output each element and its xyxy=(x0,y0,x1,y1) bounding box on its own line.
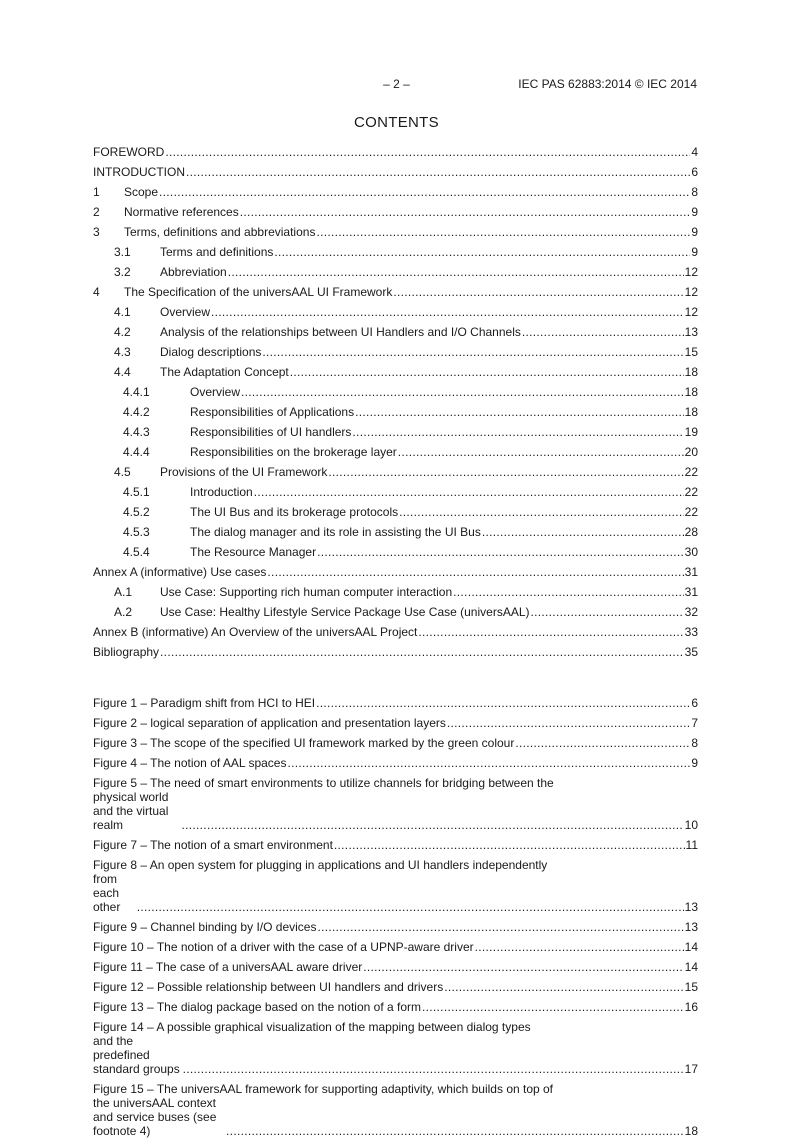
toc-entry[interactable] xyxy=(93,385,698,399)
figure-caption: Figure 10 – The notion of a driver with the case of a UPNP-aware driver xyxy=(93,940,474,954)
toc-entry-page: 22 xyxy=(684,505,698,519)
leader-dots xyxy=(160,645,684,659)
toc-entry-page: 19 xyxy=(684,425,698,439)
leader-dots xyxy=(418,625,683,639)
toc-entry[interactable] xyxy=(93,345,698,359)
leader-dots xyxy=(274,245,690,259)
toc-entry-number: 4.5.2 xyxy=(123,505,150,519)
toc-entry-page: 9 xyxy=(691,245,698,259)
figure-caption: Figure 8 – An open system for plugging in applications and UI handlers independently xyxy=(93,858,548,872)
toc-entry[interactable] xyxy=(93,485,698,499)
toc-entry-number: 4.5.1 xyxy=(123,485,150,499)
toc-entry-number: 3.1 xyxy=(114,245,131,259)
toc-entry-title: Analysis of the relationships between UI Handlers and I/O Channels xyxy=(160,325,521,339)
toc-entry[interactable] xyxy=(93,625,698,639)
figure-caption: Figure 13 – The dialog package based on the notion of a form xyxy=(93,1000,422,1014)
figure-caption: Figure 11 – The case of a universAAL aware driver xyxy=(93,960,363,974)
figure-page: 11 xyxy=(685,838,698,852)
page-title: CONTENTS xyxy=(354,114,439,131)
toc-entry-title: The dialog manager and its role in assisting the UI Bus xyxy=(190,525,481,539)
figure-entry[interactable] xyxy=(93,1082,698,1138)
toc-entry[interactable] xyxy=(93,585,698,599)
figure-entry[interactable] xyxy=(93,756,698,770)
toc-entry[interactable] xyxy=(93,165,698,179)
leader-dots xyxy=(355,405,684,419)
toc-entry[interactable] xyxy=(93,445,698,459)
leader-dots xyxy=(183,1062,684,1076)
figure-page: 18 xyxy=(684,1124,698,1138)
leader-dots xyxy=(159,185,690,199)
leader-dots xyxy=(254,485,684,499)
figure-caption: Figure 4 – The notion of AAL spaces xyxy=(93,756,287,770)
leader-dots xyxy=(290,365,684,379)
figure-page: 15 xyxy=(684,980,698,994)
toc-entry[interactable] xyxy=(93,565,698,579)
toc-entry[interactable] xyxy=(93,545,698,559)
page-header xyxy=(0,77,793,93)
figure-page: 14 xyxy=(684,960,698,974)
toc-entry[interactable] xyxy=(93,245,698,259)
toc-entry-page: 18 xyxy=(684,365,698,379)
toc-entry-title: Use Case: Supporting rich human computer interaction xyxy=(160,585,453,599)
figure-caption: Figure 9 – Channel binding by I/O devices xyxy=(93,920,317,934)
toc-entry-title: Abbreviation xyxy=(160,265,227,279)
toc-entry-title: INTRODUCTION xyxy=(93,165,185,179)
figure-caption: Figure 5 – The need of smart environments to utilize channels for bridging between the xyxy=(93,776,554,790)
toc-entry-title: FOREWORD xyxy=(93,145,165,159)
toc-entry-title: Use Case: Healthy Lifestyle Service Package Use Case (universAAL) xyxy=(160,605,530,619)
toc-entry-title: The UI Bus and its brokerage protocols xyxy=(190,505,399,519)
figure-caption: Figure 12 – Possible relationship between UI handlers and drivers xyxy=(93,980,444,994)
toc-entry-number: 3.2 xyxy=(114,265,131,279)
leader-dots xyxy=(317,545,684,559)
toc-entry-number: 2 xyxy=(93,205,100,219)
leader-dots xyxy=(228,265,684,279)
toc-entry-number: 4.5.4 xyxy=(123,545,150,559)
toc-entry-title: The Resource Manager xyxy=(190,545,317,559)
leader-dots xyxy=(287,756,690,770)
toc-entry[interactable] xyxy=(93,325,698,339)
leader-dots xyxy=(165,145,690,159)
toc-entry[interactable] xyxy=(93,505,698,519)
figure-caption: Figure 2 – logical separation of application and presentation layers xyxy=(93,716,446,730)
toc-entry[interactable] xyxy=(93,425,698,439)
figure-entry[interactable] xyxy=(93,716,698,730)
toc-entry-title: Responsibilities on the brokerage layer xyxy=(190,445,397,459)
figure-entry[interactable] xyxy=(93,696,698,710)
toc-entry-title: Responsibilities of Applications xyxy=(190,405,355,419)
figure-caption-continued: and the predefined standard groups xyxy=(93,1034,180,1076)
figure-entry[interactable] xyxy=(93,1000,698,1014)
figure-page: 17 xyxy=(684,1062,698,1076)
leader-dots xyxy=(447,716,690,730)
toc-entry-number: 4.5.3 xyxy=(123,525,150,539)
toc-entry-page: 31 xyxy=(684,565,698,579)
figure-caption: Figure 1 – Paradigm shift from HCI to HEI xyxy=(93,696,316,710)
leader-dots xyxy=(137,900,684,914)
toc-entry[interactable] xyxy=(93,185,698,199)
toc-entry-title: Introduction xyxy=(190,485,253,499)
toc-entry-number: 4.4.4 xyxy=(123,445,150,459)
figure-entry[interactable] xyxy=(93,1020,698,1076)
toc-entry-number: 4.4.2 xyxy=(123,405,150,419)
toc-entry[interactable] xyxy=(93,285,698,299)
toc-entry[interactable] xyxy=(93,205,698,219)
figure-entry[interactable] xyxy=(93,776,698,832)
figure-entry[interactable] xyxy=(93,736,698,750)
leader-dots xyxy=(262,345,683,359)
toc-entry-number: A.1 xyxy=(114,585,133,599)
leader-dots xyxy=(241,385,684,399)
figure-caption-continued: the universAAL context and service buses (see footnote 4) xyxy=(93,1096,217,1138)
leader-dots xyxy=(398,445,684,459)
leader-dots xyxy=(316,696,690,710)
figure-page: 13 xyxy=(684,900,698,914)
figure-entry[interactable] xyxy=(93,920,698,934)
leader-dots xyxy=(515,736,690,750)
toc-entry-page: 33 xyxy=(684,625,698,639)
toc-entry-page: 28 xyxy=(684,525,698,539)
leader-dots xyxy=(475,940,684,954)
toc-entry-title: Terms, definitions and abbreviations xyxy=(124,225,316,239)
leader-dots xyxy=(226,1124,684,1138)
toc-entry-page: 13 xyxy=(684,325,698,339)
document-reference: IEC PAS 62883:2014 © IEC 2014 xyxy=(518,77,697,91)
page-number: – 2 – xyxy=(383,77,410,91)
leader-dots xyxy=(399,505,684,519)
figure-entry[interactable] xyxy=(93,980,698,994)
figure-page: 9 xyxy=(691,756,698,770)
toc-entry-page: 22 xyxy=(684,465,698,479)
leader-dots xyxy=(352,425,683,439)
toc-entry-page: 12 xyxy=(684,285,698,299)
toc-entry-title: Bibliography xyxy=(93,645,160,659)
toc-entry-title: Provisions of the UI Framework xyxy=(160,465,328,479)
toc-entry[interactable] xyxy=(93,525,698,539)
figure-page: 14 xyxy=(684,940,698,954)
toc-entry-number: 1 xyxy=(93,185,100,199)
leader-dots xyxy=(444,980,683,994)
leader-dots xyxy=(186,165,690,179)
toc-entry-number: 4.4.3 xyxy=(123,425,150,439)
figure-caption-continued: from each other xyxy=(93,872,121,914)
toc-entry-number: 4.1 xyxy=(114,305,131,319)
leader-dots xyxy=(363,960,683,974)
figure-entry[interactable] xyxy=(93,940,698,954)
toc-entry-title: Responsibilities of UI handlers xyxy=(190,425,352,439)
toc-entry-title: Annex A (informative) Use cases xyxy=(93,565,267,579)
figure-page: 13 xyxy=(684,920,698,934)
toc-entry-page: 4 xyxy=(691,145,698,159)
toc-entry-page: 12 xyxy=(684,265,698,279)
leader-dots xyxy=(453,585,683,599)
toc-entry-title: Dialog descriptions xyxy=(160,345,262,359)
toc-entry-title: Overview xyxy=(160,305,211,319)
toc-entry[interactable] xyxy=(93,465,698,479)
toc-entry[interactable] xyxy=(93,305,698,319)
leader-dots xyxy=(328,465,683,479)
toc-entry-page: 12 xyxy=(684,305,698,319)
toc-entry[interactable] xyxy=(93,405,698,419)
toc-entry-number: 4.5 xyxy=(114,465,131,479)
figure-caption: Figure 15 – The universAAL framework for supporting adaptivity, which builds on top of xyxy=(93,1082,554,1096)
figure-page: 8 xyxy=(691,736,698,750)
toc-entry[interactable] xyxy=(93,265,698,279)
leader-dots xyxy=(422,1000,684,1014)
figure-page: 7 xyxy=(691,716,698,730)
toc-entry-title: Annex B (informative) An Overview of the universAAL Project xyxy=(93,625,418,639)
toc-entry-page: 6 xyxy=(691,165,698,179)
toc-entry-number: 4.3 xyxy=(114,345,131,359)
leader-dots xyxy=(211,305,684,319)
toc-entry-page: 35 xyxy=(684,645,698,659)
toc-entry-page: 31 xyxy=(684,585,698,599)
toc-entry-number: 3 xyxy=(93,225,100,239)
toc-entry[interactable] xyxy=(93,145,698,159)
toc-entry-page: 9 xyxy=(691,225,698,239)
leader-dots xyxy=(182,818,684,832)
toc-entry-title: The Adaptation Concept xyxy=(160,365,289,379)
toc-entry-page: 20 xyxy=(684,445,698,459)
toc-entry[interactable] xyxy=(93,645,698,659)
leader-dots xyxy=(317,920,683,934)
toc-entry-number: A.2 xyxy=(114,605,133,619)
toc-entry-page: 18 xyxy=(684,405,698,419)
toc-entry[interactable] xyxy=(93,605,698,619)
figure-caption-continued: physical world and the virtual realm xyxy=(93,790,169,832)
toc-entry-title: The Specification of the universAAL UI Framework xyxy=(124,285,393,299)
figure-page: 10 xyxy=(684,818,698,832)
toc-entry-page: 18 xyxy=(684,385,698,399)
toc-entry-page: 30 xyxy=(684,545,698,559)
toc-entry-title: Terms and definitions xyxy=(160,245,274,259)
figure-page: 16 xyxy=(684,1000,698,1014)
leader-dots xyxy=(316,225,690,239)
toc-entry-number: 4.2 xyxy=(114,325,131,339)
toc-entry-number: 4.4.1 xyxy=(123,385,150,399)
toc-entry-page: 8 xyxy=(691,185,698,199)
toc-entry-number: 4.4 xyxy=(114,365,131,379)
toc-entry-number: 4 xyxy=(93,285,100,299)
toc-entry-page: 15 xyxy=(684,345,698,359)
list-of-figures xyxy=(93,696,698,1144)
figure-entry[interactable] xyxy=(93,858,698,914)
leader-dots xyxy=(240,205,691,219)
toc-entry[interactable] xyxy=(93,365,698,379)
toc-entry-title: Scope xyxy=(124,185,159,199)
toc-entry-title: Normative references xyxy=(124,205,239,219)
figure-caption: Figure 3 – The scope of the specified UI framework marked by the green colour xyxy=(93,736,515,750)
leader-dots xyxy=(482,525,684,539)
toc-entry-page: 22 xyxy=(684,485,698,499)
toc-entry-title: Overview xyxy=(190,385,241,399)
leader-dots xyxy=(267,565,683,579)
toc-entry-page: 32 xyxy=(684,605,698,619)
figure-caption: Figure 7 – The notion of a smart environment xyxy=(93,838,333,852)
leader-dots xyxy=(393,285,683,299)
table-of-contents xyxy=(93,145,698,665)
toc-entry[interactable] xyxy=(93,225,698,239)
leader-dots xyxy=(531,605,684,619)
figure-entry[interactable] xyxy=(93,960,698,974)
leader-dots xyxy=(522,325,684,339)
figure-page: 6 xyxy=(691,696,698,710)
toc-entry-page: 9 xyxy=(691,205,698,219)
leader-dots xyxy=(334,838,685,852)
figure-entry[interactable] xyxy=(93,838,698,852)
figure-caption: Figure 14 – A possible graphical visualization of the mapping between dialog types xyxy=(93,1020,531,1034)
